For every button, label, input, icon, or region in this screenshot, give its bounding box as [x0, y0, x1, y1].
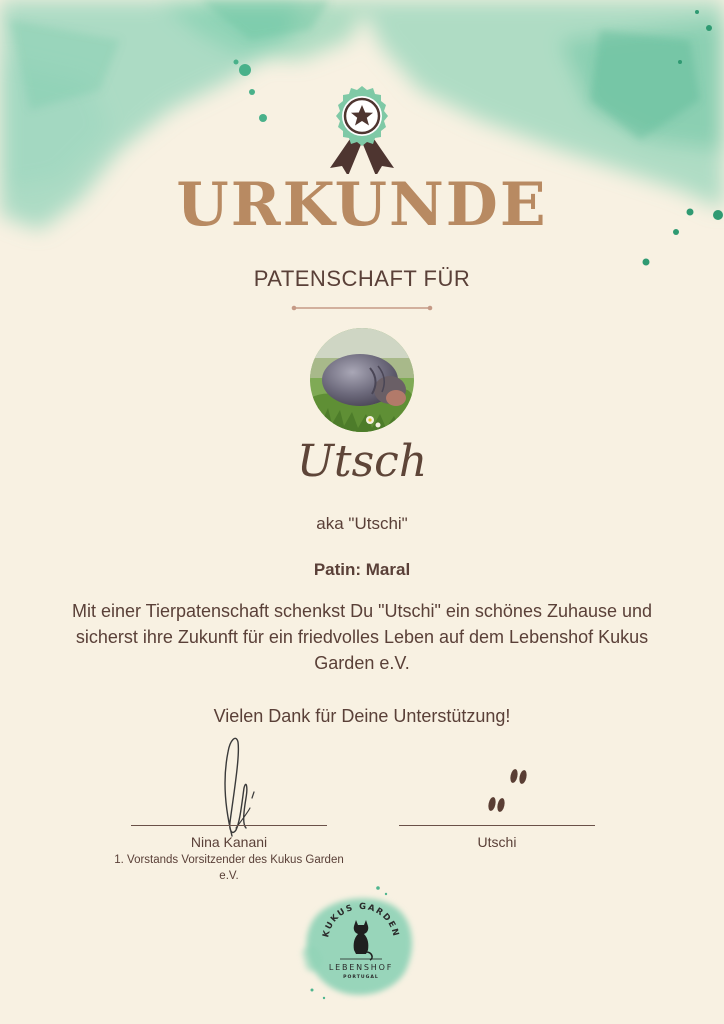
logo-line2: PORTUGAL [343, 975, 379, 980]
thanks-line: Vielen Dank für Deine Unterstützung! [213, 706, 511, 726]
signer-name: Nina Kanani [190, 834, 268, 850]
hoof-prints-icon [484, 764, 534, 816]
animal-name: Utsch [296, 436, 428, 487]
kukus-garden-logo [294, 882, 428, 1004]
award-rosette-icon [322, 84, 402, 174]
certificate-message: Mit einer Tierpatenschaft schenkst Du "Utschi" ein schönes Zuhause und sicherst ihre Zukunft für ein friedvolles Leben auf dem Lebenshof Kukus Garden e.V. [71, 601, 653, 673]
animal-signature-label: Utschi [477, 834, 517, 850]
logo-line1: LEBENSHOF [328, 963, 394, 972]
animal-alias: aka "Utschi" [316, 514, 408, 533]
certificate-subtitle: PATENSCHAFT FÜR [253, 266, 471, 291]
signature-line-right [399, 825, 595, 826]
title-divider [291, 302, 433, 314]
logo-arc-text: KUKUS GARDEN [321, 901, 401, 939]
handwritten-signature [212, 732, 272, 840]
signer-role: 1. Vorstands Vorsitzender des Kukus Garden e.V. [114, 854, 344, 882]
signature-line-left [131, 825, 327, 826]
sponsor-line: Patin: Maral [313, 560, 411, 579]
animal-photo [310, 328, 414, 432]
certificate-title: URKUNDE [176, 170, 548, 240]
